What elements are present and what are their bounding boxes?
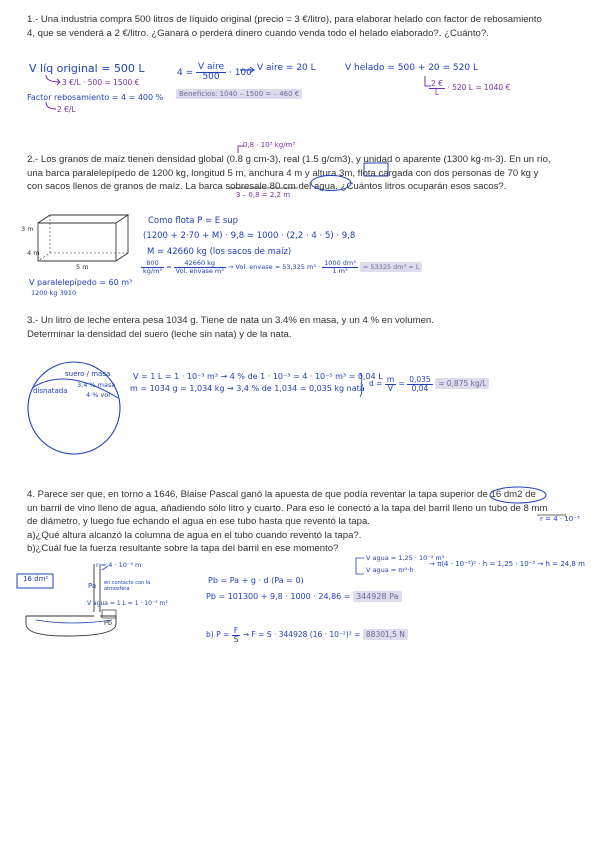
result-highlight: = 53325 dm³ = L bbox=[360, 262, 423, 272]
note-factor: Factor rebosamiento = 4 = 400 % bbox=[27, 93, 164, 102]
circle-label-whey: suero / masa bbox=[65, 370, 111, 378]
work-column-height: → π(4 · 10⁻³)² · h = 1,25 · 10⁻³ → h = 24,8 m bbox=[429, 560, 585, 568]
note-liquid-volume: V líq original = 500 L bbox=[29, 62, 145, 75]
circle-area bbox=[490, 487, 546, 503]
fraction-denominator: 500 bbox=[202, 72, 220, 82]
problem-4-line: a)¿Qué altura alcanzó la columna de agua en el tubo cuando reventó la tapa?. bbox=[27, 529, 362, 541]
note-box-mass: 1200 kg 3910 bbox=[31, 289, 77, 297]
fraction-denominator: S bbox=[233, 634, 239, 644]
problem-4-line: de diámetro, y luego fue echando el agua en ese tubo hasta que reventó la tapa. bbox=[27, 516, 370, 528]
problem-2-line: con sacos llenos de granos de maíz. La barca sobresale 80 cm del agua. ¿Cuántos litros ocuparán esos sacos?. bbox=[27, 181, 507, 193]
work-flotation-condition: Como flota P = E sup bbox=[148, 216, 239, 226]
work-pressure-value bbox=[206, 593, 402, 601]
fraction-numerator: 0,035 bbox=[409, 375, 431, 384]
dimension-length: 5 m bbox=[76, 263, 89, 271]
work-text: Pb = 101300 + 9,8 · 1000 · 24,86 = bbox=[206, 592, 351, 601]
note-cost: 3 €/L · 500 = 1500 € bbox=[62, 78, 140, 87]
dimension-width: 4 m bbox=[27, 249, 40, 257]
equals-sign: = bbox=[166, 263, 172, 271]
formula-text: 4 = bbox=[177, 68, 194, 78]
work-mass-cream: m = 1034 g = 1,034 kg → 3,4 % de 1,034 = 0,035 kg nata bbox=[130, 384, 365, 393]
dimension-height: 3 m bbox=[21, 225, 34, 233]
fraction-denominator: L bbox=[434, 87, 440, 97]
work-text: → F = S · 344928 (16 · 10⁻²)² = bbox=[242, 630, 361, 639]
circle-label-skimmed: disnatada bbox=[33, 387, 68, 395]
result-highlight: 88301,5 N bbox=[363, 629, 408, 640]
note-box-volume: V paralelepípedo = 60 m³ bbox=[29, 278, 133, 287]
note-icecream-volume: V helado = 500 + 20 = 520 L bbox=[345, 63, 478, 73]
work-pressure-formula: Pb = Pa + g · d (Pa = 0) bbox=[208, 576, 304, 585]
fraction-denominator: 1 m³ bbox=[332, 266, 348, 275]
result-highlight: = 0,875 kg/L bbox=[435, 378, 489, 389]
barrel-atmosphere-note: en contacto con la atmósfera bbox=[104, 580, 151, 592]
problem-1-line: 4, que se venderá a 2 €/litro. ¿Ganará o perderá dinero cuando venda todo el helado elaborado?. ¿Cuánto?. bbox=[27, 27, 489, 39]
barrel-tube-radius: r = 4 · 10⁻³ m bbox=[96, 561, 142, 569]
result-highlight: 344928 Pa bbox=[353, 591, 401, 602]
problem-3-line: Determinar la densidad del suero (leche sin nata) y de la nata. bbox=[27, 328, 292, 340]
arrow-icon bbox=[352, 556, 366, 578]
fraction-denominator: V bbox=[387, 383, 394, 393]
note-submerged-height: 3 – 0,8 = 2,2 m bbox=[236, 191, 291, 199]
circle-label-volume: 4 % vol bbox=[86, 391, 111, 399]
work-water-volume: V agua = 1,25 · 10⁻³ m³ bbox=[366, 554, 445, 562]
work-text: → Vol. envase = 53,325 m³ · bbox=[227, 263, 321, 271]
fraction-numerator: m bbox=[386, 375, 395, 384]
fraction-numerator: 42660 kg bbox=[174, 260, 226, 268]
note-radius: r = 4 · 10⁻³ bbox=[540, 515, 580, 523]
equals-sign: = bbox=[398, 379, 405, 388]
barrel-point-a: Pa bbox=[88, 582, 97, 590]
circle-label-mass: 3,4 % masa bbox=[77, 381, 116, 389]
work-text: d = bbox=[369, 379, 383, 388]
work-volume-cream: V = 1 L = 1 · 10⁻³ m³ → 4 % de 1 · 10⁻³ = 4 · 10⁻⁵ m³ = 0,04 L bbox=[133, 372, 383, 381]
profit-highlight: Beneficios: 1040 – 1500 = – 460 € bbox=[176, 89, 302, 99]
work-sack-mass: M = 42660 kg (los sacos de maíz) bbox=[147, 247, 292, 257]
barrel-water-volume: V agua = 1 L = 1 · 10⁻³ m³ bbox=[87, 600, 168, 607]
note-sale-price: 2 €/L bbox=[57, 105, 76, 114]
fraction-denominator: kg/m³ bbox=[143, 266, 163, 275]
barrel-area-label: 16 dm² bbox=[23, 575, 49, 583]
problem-2-line: una barca paralelepípedo de 1200 kg, longitud 5 m, anchura 4 m y altura 3m, flota cargada con dos personas de 70 kg y bbox=[27, 167, 539, 179]
problem-3-line: 3.- Un litro de leche entera pesa 1034 g. Tiene de nata un 3.4% en masa, y un 4 % en volumen. bbox=[27, 315, 434, 326]
problem-4-line: b)¿Cuál fue la fuerza resultante sobre la tapa del barril en ese momento? bbox=[27, 543, 339, 555]
problem-4-line: 4. Parece ser que, en torno a 1646, Blaise Pascal ganó la apuesta de que podía reventar la tapa superior de 16 dm2 de bbox=[27, 489, 536, 500]
fraction bbox=[232, 627, 241, 643]
fraction-numerator: 800 bbox=[141, 260, 164, 268]
fraction-denominator: 0,04 bbox=[411, 383, 429, 393]
work-force-balance: (1200 + 2·70 + M) · 9,8 = 1000 · (2,2 · 4 · 5) · 9,8 bbox=[143, 231, 356, 241]
note-density-conversion: 0,8 · 10³ kg/m³ bbox=[243, 141, 296, 149]
problem-2-line: 2.- Los granos de maíz tienen densidad global (0.8 g cm-3), real (1.5 g/cm3), y unidad o aparente (1300 kg·m-3). En un río, bbox=[27, 154, 551, 165]
fraction-numerator: V aire bbox=[198, 62, 225, 72]
fraction-denominator: Vol. envase m³ bbox=[175, 266, 224, 275]
problem-1-line: 1.- Una industria compra 500 litros de líquido original (precio = 3 €/litro), para elaborar helado con factor de rebosamiento bbox=[27, 14, 542, 25]
revenue-text: · 520 L = 1040 € bbox=[447, 83, 511, 92]
formula-text: · 100 bbox=[228, 68, 252, 78]
work-force bbox=[206, 627, 408, 643]
problem-4-line: un barril de vino lleno de agua, añadiendo sólo litro y cuarto. Para eso le conectó a la tapa del barril lleno un tubo de 8 mm bbox=[27, 502, 548, 514]
work-cylinder-volume: V agua = πr²·h bbox=[366, 566, 414, 574]
work-text: b) P = bbox=[206, 630, 230, 639]
fraction-numerator: F bbox=[232, 627, 241, 636]
barrel-point-b: Pb bbox=[104, 619, 113, 627]
fraction-numerator: 1000 dm³ bbox=[324, 259, 356, 267]
fraction-numerator: 2 € bbox=[431, 79, 443, 88]
note-air-volume: V aire = 20 L bbox=[257, 63, 316, 73]
